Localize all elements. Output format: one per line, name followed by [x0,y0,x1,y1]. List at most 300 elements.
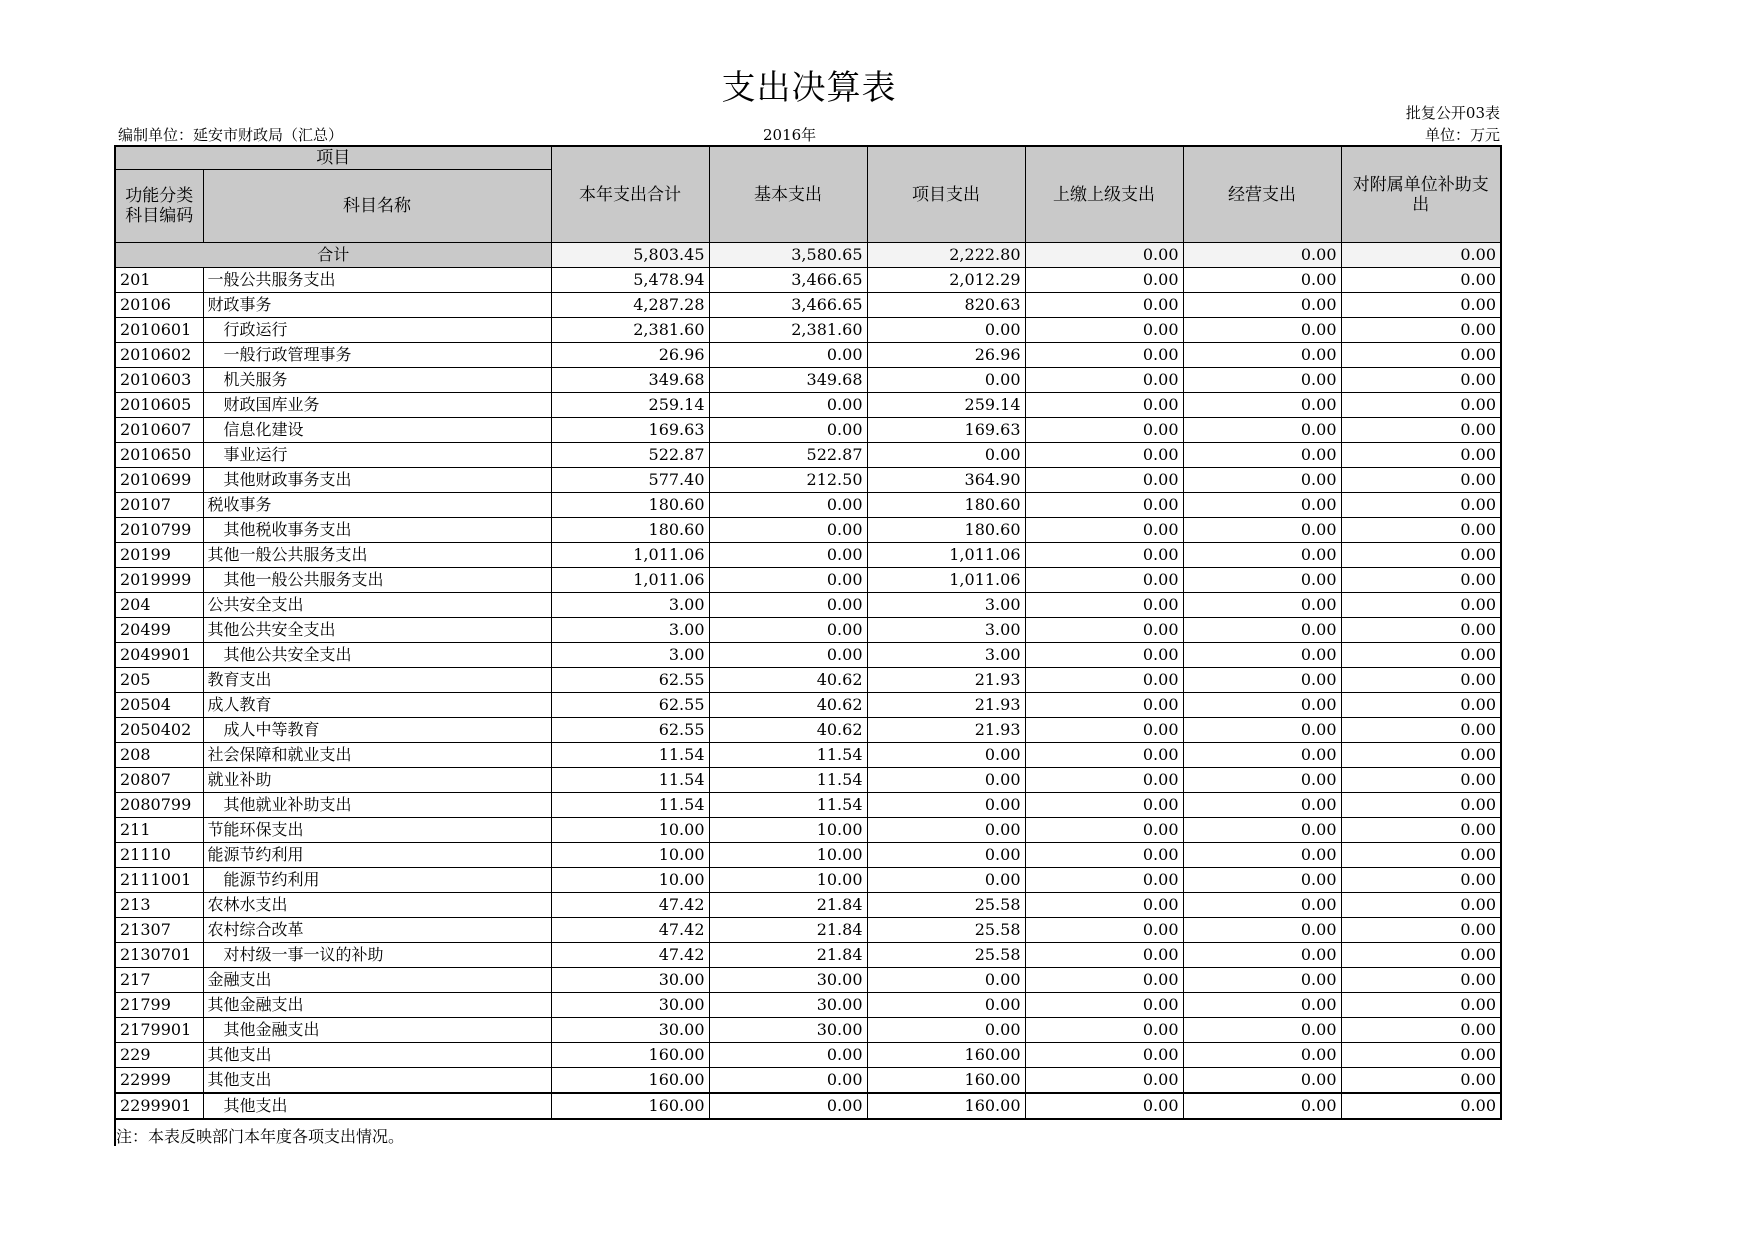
row-code: 208 [115,743,203,768]
row-value: 3.00 [551,643,709,668]
row-value: 0.00 [1341,268,1501,293]
row-code: 2130701 [115,943,203,968]
row-value: 30.00 [709,1018,867,1043]
row-code: 20807 [115,768,203,793]
table-row [115,593,1501,618]
row-code: 2179901 [115,1018,203,1043]
row-value: 0.00 [709,643,867,668]
row-value: 10.00 [551,868,709,893]
row-value: 0.00 [1183,718,1341,743]
row-value: 1,011.06 [867,568,1025,593]
row-value: 0.00 [1341,993,1501,1018]
row-code: 20106 [115,293,203,318]
row-code: 20499 [115,618,203,643]
row-value: 0.00 [709,518,867,543]
row-value: 0.00 [1183,368,1341,393]
row-value: 0.00 [709,593,867,618]
row-code: 2010699 [115,468,203,493]
table-row [115,568,1501,593]
table-row [115,443,1501,468]
row-value: 0.00 [867,1018,1025,1043]
row-value: 0.00 [1025,793,1183,818]
row-value: 5,478.94 [551,268,709,293]
row-value: 0.00 [1341,293,1501,318]
row-value: 0.00 [1341,693,1501,718]
row-code: 2010607 [115,418,203,443]
table-row [115,693,1501,718]
row-value: 0.00 [1025,443,1183,468]
row-value: 0.00 [1341,918,1501,943]
row-value: 0.00 [1025,943,1183,968]
row-value: 169.63 [551,418,709,443]
row-value: 11.54 [551,743,709,768]
row-code: 21799 [115,993,203,1018]
row-value: 169.63 [867,418,1025,443]
row-name: 事业运行 [203,443,551,468]
row-value: 0.00 [1183,543,1341,568]
row-value: 40.62 [709,693,867,718]
table-row [115,868,1501,893]
row-value: 0.00 [1341,1068,1501,1094]
row-value: 0.00 [1341,568,1501,593]
row-name: 财政国库业务 [203,393,551,418]
row-value: 0.00 [1183,518,1341,543]
row-value: 30.00 [551,993,709,1018]
row-value: 364.90 [867,468,1025,493]
row-code: 20199 [115,543,203,568]
table-row [115,343,1501,368]
row-value: 0.00 [1341,818,1501,843]
row-name: 其他财政事务支出 [203,468,551,493]
row-value: 0.00 [1183,968,1341,993]
header-project: 项目 [115,146,551,170]
row-name: 机关服务 [203,368,551,393]
row-code: 21307 [115,918,203,943]
row-value: 0.00 [1025,568,1183,593]
row-value: 0.00 [1025,1018,1183,1043]
row-value: 0.00 [1025,893,1183,918]
row-value: 62.55 [551,668,709,693]
row-value: 0.00 [1341,743,1501,768]
row-value: 0.00 [1341,718,1501,743]
row-value: 0.00 [1341,593,1501,618]
row-code: 2299901 [115,1093,203,1119]
row-value: 10.00 [709,818,867,843]
row-value: 0.00 [709,618,867,643]
row-value: 0.00 [1183,668,1341,693]
table-row [115,643,1501,668]
row-value: 0.00 [1183,618,1341,643]
row-value: 0.00 [867,793,1025,818]
row-name: 农林水支出 [203,893,551,918]
row-value: 180.60 [867,518,1025,543]
row-name: 其他金融支出 [203,1018,551,1043]
row-value: 10.00 [551,843,709,868]
row-value: 4,287.28 [551,293,709,318]
row-value: 0.00 [1025,593,1183,618]
row-code: 2010603 [115,368,203,393]
table-row [115,718,1501,743]
row-name: 农村综合改革 [203,918,551,943]
row-value: 0.00 [1183,493,1341,518]
row-name: 一般公共服务支出 [203,268,551,293]
row-value: 0.00 [1025,493,1183,518]
row-name: 其他公共安全支出 [203,618,551,643]
row-value: 0.00 [1341,393,1501,418]
row-value: 259.14 [867,393,1025,418]
row-value: 0.00 [1341,418,1501,443]
fiscal-year: 2016年 [763,126,817,144]
row-value: 0.00 [709,418,867,443]
total-label: 合计 [115,243,551,268]
row-value: 0.00 [1341,343,1501,368]
row-value: 30.00 [709,968,867,993]
row-value: 40.62 [709,668,867,693]
row-name: 公共安全支出 [203,593,551,618]
row-value: 25.58 [867,918,1025,943]
row-value: 11.54 [709,743,867,768]
row-value: 0.00 [1183,868,1341,893]
row-value: 0.00 [1025,543,1183,568]
row-value: 0.00 [1025,468,1183,493]
row-name: 其他金融支出 [203,993,551,1018]
table-row [115,293,1501,318]
row-value: 820.63 [867,293,1025,318]
total-cell: 0.00 [1183,243,1341,268]
row-value: 0.00 [1183,343,1341,368]
row-value: 0.00 [1025,693,1183,718]
row-code: 2050402 [115,718,203,743]
row-value: 180.60 [551,518,709,543]
row-value: 0.00 [1183,1018,1341,1043]
row-value: 21.93 [867,693,1025,718]
row-value: 0.00 [1025,393,1183,418]
row-value: 0.00 [1025,643,1183,668]
row-value: 0.00 [709,543,867,568]
row-value: 0.00 [1025,968,1183,993]
table-row [115,793,1501,818]
row-value: 0.00 [1183,993,1341,1018]
row-value: 40.62 [709,718,867,743]
row-value: 2,012.29 [867,268,1025,293]
row-value: 0.00 [1341,968,1501,993]
row-value: 3.00 [867,593,1025,618]
row-code: 2049901 [115,643,203,668]
row-value: 0.00 [1183,418,1341,443]
table-row [115,893,1501,918]
row-value: 0.00 [867,368,1025,393]
table-row [115,368,1501,393]
row-value: 1,011.06 [867,543,1025,568]
row-code: 229 [115,1043,203,1068]
compiling-unit: 编制单位：延安市财政局（汇总） [118,126,344,144]
row-value: 62.55 [551,693,709,718]
row-value: 160.00 [867,1093,1025,1119]
row-value: 259.14 [551,393,709,418]
table-row [115,968,1501,993]
row-name: 其他一般公共服务支出 [203,543,551,568]
row-code: 217 [115,968,203,993]
row-value: 0.00 [1341,543,1501,568]
row-value: 160.00 [867,1068,1025,1094]
row-value: 10.00 [709,843,867,868]
table-row [115,468,1501,493]
row-name: 就业补助 [203,768,551,793]
total-row [115,243,1501,268]
row-value: 0.00 [1341,618,1501,643]
row-code: 2010601 [115,318,203,343]
row-value: 21.93 [867,668,1025,693]
row-name: 其他税收事务支出 [203,518,551,543]
row-value: 0.00 [1341,443,1501,468]
row-value: 0.00 [1341,943,1501,968]
row-value: 0.00 [1025,1043,1183,1068]
row-value: 0.00 [1025,1093,1183,1119]
row-name: 其他公共安全支出 [203,643,551,668]
row-value: 160.00 [551,1093,709,1119]
row-value: 1,011.06 [551,568,709,593]
row-value: 0.00 [1183,468,1341,493]
row-value: 0.00 [1341,893,1501,918]
row-value: 212.50 [709,468,867,493]
currency-unit: 单位：万元 [1424,126,1500,144]
row-value: 0.00 [1025,918,1183,943]
row-value: 180.60 [551,493,709,518]
row-value: 21.93 [867,718,1025,743]
row-name: 教育支出 [203,668,551,693]
row-name: 能源节约利用 [203,843,551,868]
row-value: 0.00 [1183,1093,1341,1119]
row-value: 0.00 [1025,768,1183,793]
row-code: 204 [115,593,203,618]
row-name: 税收事务 [203,493,551,518]
table-row [115,993,1501,1018]
row-name: 信息化建设 [203,418,551,443]
table-header [115,146,1501,243]
row-name: 其他就业补助支出 [203,793,551,818]
row-value: 0.00 [1341,1093,1501,1119]
row-value: 0.00 [1025,618,1183,643]
row-code: 201 [115,268,203,293]
row-name: 成人中等教育 [203,718,551,743]
table-row [115,1093,1501,1119]
row-value: 0.00 [1025,718,1183,743]
row-value: 30.00 [709,993,867,1018]
table-body [115,243,1501,1120]
row-value: 26.96 [551,343,709,368]
row-value: 11.54 [709,768,867,793]
row-value: 0.00 [709,1093,867,1119]
row-value: 0.00 [867,768,1025,793]
table-row [115,393,1501,418]
table-row [115,493,1501,518]
row-name: 成人教育 [203,693,551,718]
row-value: 21.84 [709,943,867,968]
row-value: 0.00 [1183,568,1341,593]
row-value: 47.42 [551,943,709,968]
row-code: 205 [115,668,203,693]
row-value: 47.42 [551,918,709,943]
row-value: 10.00 [551,818,709,843]
row-value: 47.42 [551,893,709,918]
row-code: 2080799 [115,793,203,818]
row-value: 0.00 [1341,643,1501,668]
row-name: 其他支出 [203,1043,551,1068]
total-cell: 0.00 [1025,243,1183,268]
table-row [115,318,1501,343]
row-value: 522.87 [551,443,709,468]
row-value: 0.00 [1183,318,1341,343]
row-value: 3,466.65 [709,293,867,318]
row-value: 0.00 [1183,643,1341,668]
table-row [115,518,1501,543]
row-value: 0.00 [1183,1068,1341,1094]
row-value: 2,381.60 [551,318,709,343]
row-value: 25.58 [867,893,1025,918]
table-row [115,1043,1501,1068]
row-code: 20504 [115,693,203,718]
row-value: 3.00 [867,643,1025,668]
row-value: 0.00 [1183,293,1341,318]
table-row [115,743,1501,768]
row-code: 2111001 [115,868,203,893]
row-value: 11.54 [551,793,709,818]
row-value: 0.00 [1025,518,1183,543]
table-row [115,543,1501,568]
row-value: 0.00 [1341,468,1501,493]
row-value: 0.00 [1183,793,1341,818]
table-row [115,618,1501,643]
row-value: 0.00 [709,568,867,593]
row-value: 11.54 [551,768,709,793]
row-value: 0.00 [1183,743,1341,768]
row-value: 0.00 [1341,518,1501,543]
row-value: 0.00 [867,443,1025,468]
table-row [115,768,1501,793]
row-value: 160.00 [867,1043,1025,1068]
row-value: 160.00 [551,1068,709,1094]
table-row [115,268,1501,293]
row-value: 577.40 [551,468,709,493]
row-value: 0.00 [867,318,1025,343]
row-value: 0.00 [1183,768,1341,793]
row-value: 0.00 [1183,268,1341,293]
row-value: 0.00 [1025,818,1183,843]
row-value: 0.00 [867,993,1025,1018]
total-cell: 2,222.80 [867,243,1025,268]
row-code: 211 [115,818,203,843]
header-total: 本年支出合计 [551,146,709,243]
row-value: 0.00 [1025,268,1183,293]
row-value: 10.00 [709,868,867,893]
row-value: 0.00 [709,393,867,418]
row-value: 2,381.60 [709,318,867,343]
row-value: 0.00 [867,968,1025,993]
table-row [115,418,1501,443]
header-name: 科目名称 [203,170,551,243]
row-code: 2010650 [115,443,203,468]
row-value: 3,466.65 [709,268,867,293]
header-project-expense: 项目支出 [867,146,1025,243]
table-row [115,818,1501,843]
row-value: 0.00 [709,1068,867,1094]
row-name: 节能环保支出 [203,818,551,843]
row-value: 25.58 [867,943,1025,968]
row-value: 0.00 [1183,443,1341,468]
row-value: 11.54 [709,793,867,818]
row-value: 349.68 [551,368,709,393]
row-code: 22999 [115,1068,203,1094]
row-name: 社会保障和就业支出 [203,743,551,768]
row-value: 0.00 [1025,868,1183,893]
row-value: 3.00 [551,618,709,643]
row-code: 2010799 [115,518,203,543]
table-row [115,918,1501,943]
row-value: 21.84 [709,918,867,943]
row-value: 0.00 [1183,843,1341,868]
page-title: 支出决算表 [721,68,897,108]
table-row [115,668,1501,693]
row-code: 2019999 [115,568,203,593]
row-name: 财政事务 [203,293,551,318]
row-value: 0.00 [1025,668,1183,693]
row-code: 20107 [115,493,203,518]
row-value: 21.84 [709,893,867,918]
row-value: 0.00 [1183,593,1341,618]
row-value: 349.68 [709,368,867,393]
row-value: 0.00 [1341,868,1501,893]
row-value: 0.00 [1341,1018,1501,1043]
footnote: 注：本表反映部门本年度各项支出情况。 [116,1127,405,1146]
row-value: 0.00 [709,1043,867,1068]
row-name: 其他支出 [203,1068,551,1094]
row-value: 0.00 [1183,1043,1341,1068]
row-value: 0.00 [1183,918,1341,943]
row-value: 180.60 [867,493,1025,518]
row-value: 160.00 [551,1043,709,1068]
row-value: 0.00 [709,343,867,368]
row-value: 30.00 [551,1018,709,1043]
row-value: 0.00 [1341,668,1501,693]
row-value: 26.96 [867,343,1025,368]
row-value: 1,011.06 [551,543,709,568]
row-name: 一般行政管理事务 [203,343,551,368]
row-value: 0.00 [1025,418,1183,443]
row-name: 金融支出 [203,968,551,993]
row-value: 0.00 [1341,768,1501,793]
total-cell: 0.00 [1341,243,1501,268]
row-value: 0.00 [1341,793,1501,818]
header-business: 经营支出 [1183,146,1341,243]
form-number: 批复公开03表 [1405,104,1500,122]
row-name: 其他一般公共服务支出 [203,568,551,593]
row-value: 3.00 [551,593,709,618]
row-name: 行政运行 [203,318,551,343]
row-value: 0.00 [1183,818,1341,843]
row-value: 0.00 [867,818,1025,843]
table-row [115,943,1501,968]
total-cell: 3,580.65 [709,243,867,268]
row-value: 0.00 [1183,393,1341,418]
row-value: 0.00 [1025,1068,1183,1094]
row-code: 21110 [115,843,203,868]
row-value: 0.00 [1341,1043,1501,1068]
header-subsidy: 对附属单位补助支出 [1341,146,1501,243]
row-value: 0.00 [1025,318,1183,343]
row-value: 0.00 [867,868,1025,893]
row-value: 0.00 [1183,693,1341,718]
row-value: 0.00 [1025,293,1183,318]
